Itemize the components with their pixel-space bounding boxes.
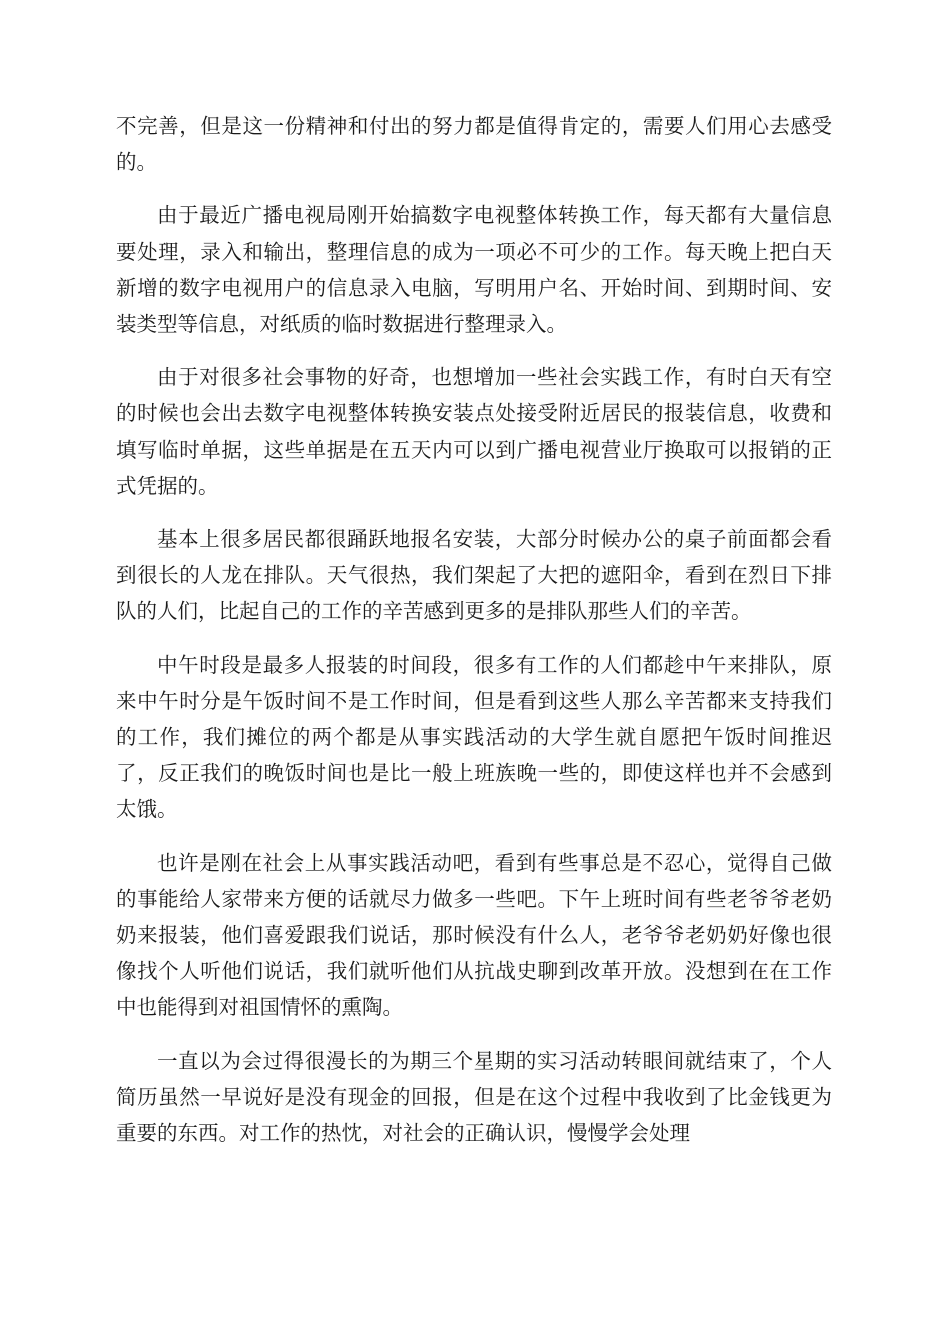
paragraph-data-entry-work: 由于最近广播电视局刚开始搞数字电视整体转换工作，每天都有大量信息要处理，录入和输出，整理信息的成为一项必不可少的工作。每天晚上把白天新增的数字电视用户的信息录入电脑，写明用户名、开始时间、到期时间、安装类型等信息，对纸质的临时数据进行整理录入。 xyxy=(116,203,832,337)
paragraph-social-practice: 由于对很多社会事物的好奇，也想增加一些社会实践工作，有时白天有空的时候也会出去数字电视整体转换安装点处接受附近居民的报装信息，收费和填写临时单据，这些单据是在五天内可以到广播电视营业厅换取可以报销的正式凭据的。 xyxy=(116,365,832,498)
paragraph-elderly-visitors: 也许是刚在社会上从事实践活动吧，看到有些事总是不忍心，觉得自己做的事能给人家带来方便的话就尽力做多一些吧。下午上班时间有些老爷爷老奶奶来报装，他们喜爱跟我们说话，那时候没有什么人，老爷爷老奶奶好像也很像找个人听他们说话，我们就听他们从抗战史聊到改革开放。没想到在在工作中也能得到对祖国情怀的熏陶。 xyxy=(116,850,832,1020)
paragraph-continuation: 不完善，但是这一份精神和付出的努力都是值得肯定的，需要人们用心去感受的。 xyxy=(116,114,832,175)
paragraph-internship-end: 一直以为会过得很漫长的为期三个星期的实习活动转眼间就结束了，个人简历虽然一早说好是没有现金的回报，但是在这个过程中我收到了比金钱更为重要的东西。对工作的热忱，对社会的正确认识，慢慢学会处理 xyxy=(116,1048,832,1146)
document-body xyxy=(116,108,832,1168)
paragraph-noon-period: 中午时段是最多人报装的时间段，很多有工作的人们都趁中午来排队，原来中午时分是午饭时间不是工作时间，但是看到这些人那么辛苦都来支持我们的工作，我们摊位的两个都是从事实践活动的大学生就自愿把午饭时间推迟了，反正我们的晚饭时间也是比一般上班族晚一些的，即使这样也并不会感到太饿。 xyxy=(116,652,832,822)
paragraph-residents-queue: 基本上很多居民都很踊跃地报名安装，大部分时候办公的桌子前面都会看到很长的人龙在排队。天气很热，我们架起了大把的遮阳伞，看到在烈日下排队的人们，比起自己的工作的辛苦感到更多的是排队那些人们的辛苦。 xyxy=(116,527,832,624)
